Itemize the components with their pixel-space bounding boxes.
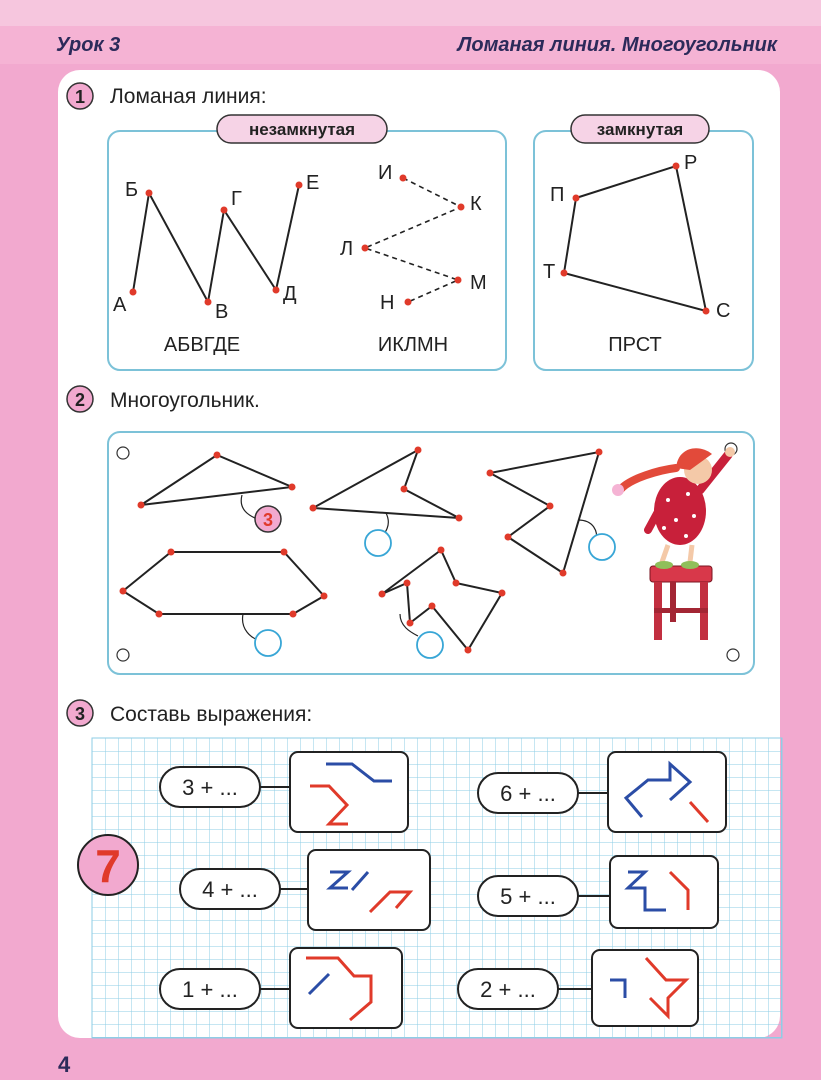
- point-label-i: И: [378, 162, 393, 184]
- polygon-hexagon: [123, 552, 324, 614]
- polyline-iklmn: [365, 178, 461, 302]
- polygon-hexagon-points: [120, 549, 328, 618]
- polyline-iklmn-name: ИКЛМН: [377, 334, 449, 356]
- polygon-triangle-points: [138, 452, 296, 509]
- open-label: незамкнутая: [248, 120, 356, 139]
- task1-heading: Ломаная линия:: [110, 85, 267, 108]
- polyline-iklmn-points: [362, 175, 465, 306]
- polygon-pentagon: [490, 452, 599, 573]
- polygon-triangle: [141, 455, 292, 505]
- polygon-octagon: [382, 550, 502, 650]
- polyline-abvgde-name: АБВГДЕ: [163, 334, 241, 356]
- expression-6: 2 + ...: [480, 977, 536, 1002]
- point-label-g: Г: [231, 188, 242, 210]
- point-label-l: Л: [340, 238, 354, 260]
- polyline-abvgde-points: [130, 182, 303, 306]
- point-label-s: С: [716, 300, 731, 322]
- point-label-m: М: [470, 272, 487, 294]
- polygon-quadrilateral: [313, 450, 459, 518]
- task2-number-badge: [67, 386, 93, 412]
- expression-4: 6 + ...: [500, 781, 556, 806]
- point-label-v: В: [215, 301, 229, 323]
- task2-heading: Многоугольник.: [110, 389, 260, 412]
- task2-number: 2: [74, 390, 86, 410]
- point-label-p: П: [550, 184, 565, 206]
- point-label-b: Б: [125, 179, 139, 201]
- answer-circle-pentagon[interactable]: [589, 534, 615, 560]
- lesson-number: Урок 3: [56, 34, 121, 56]
- answer-circle-octagon[interactable]: [417, 632, 443, 658]
- point-label-e: Е: [306, 172, 320, 194]
- answer-circle-hexagon[interactable]: [255, 630, 281, 656]
- point-label-a: А: [113, 294, 127, 316]
- girl-on-stool-illustration: [612, 447, 735, 640]
- segments-box-6: [592, 950, 698, 1026]
- task3-number-badge: [67, 700, 93, 726]
- lesson-title: Ломаная линия. Многоугольник: [457, 34, 777, 56]
- target-number: 7: [95, 840, 121, 892]
- answer-circle-quadrilateral[interactable]: [365, 530, 391, 556]
- expression-2: 4 + ...: [202, 877, 258, 902]
- answer-triangle: 3: [262, 510, 274, 530]
- segments-box-4: [608, 752, 726, 832]
- triangle-pointer: [241, 495, 257, 519]
- polyline-prst-name: ПРСТ: [608, 334, 662, 356]
- point-label-d: Д: [283, 283, 297, 305]
- segments-box-3: [290, 948, 402, 1028]
- point-label-k: К: [470, 193, 482, 215]
- task1-number-badge: [67, 83, 93, 109]
- page-number: 4: [58, 1052, 71, 1077]
- segments-box-5: [610, 856, 718, 928]
- segments-box-2: [308, 850, 430, 930]
- expression-1: 3 + ...: [182, 775, 238, 800]
- point-label-r: Р: [684, 152, 698, 174]
- task1-number: 1: [74, 87, 86, 107]
- task3-heading: Составь выражения:: [110, 703, 313, 726]
- task3-number: 3: [74, 704, 86, 724]
- closed-label: замкнутая: [596, 120, 684, 139]
- point-label-n: Н: [380, 292, 395, 314]
- polyline-prst: [564, 166, 706, 311]
- polyline-abvgde: [133, 185, 299, 302]
- polygon-octagon-points: [379, 547, 506, 654]
- hexagon-pointer: [243, 614, 258, 640]
- point-label-t: Т: [543, 261, 556, 283]
- polygon-pentagon-points: [487, 449, 603, 577]
- expression-5: 5 + ...: [500, 884, 556, 909]
- expression-3: 1 + ...: [182, 977, 238, 1002]
